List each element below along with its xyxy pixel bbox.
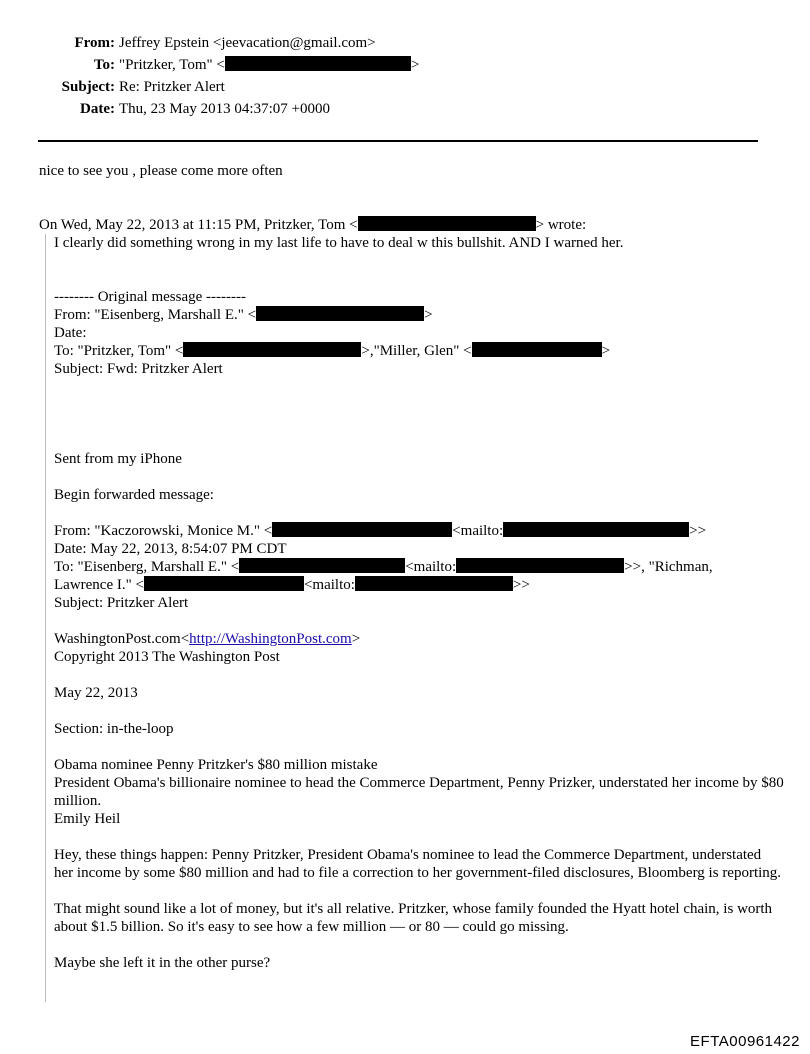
from-label: From: — [74, 35, 115, 51]
reply-text: nice to see you , please come more often — [39, 163, 283, 179]
fwd-subject: Subject: Pritzker Alert — [54, 595, 189, 611]
washingtonpost-link[interactable]: http://WashingtonPost.com — [189, 631, 352, 647]
orig-from: From: "Eisenberg, Marshall E." < > — [54, 307, 433, 323]
header-divider — [38, 140, 758, 142]
sent-from: Sent from my iPhone — [54, 451, 182, 467]
fwd-to-2: Lawrence I." < <mailto: >> — [54, 577, 530, 593]
to-value: "Pritzker, Tom" < > — [119, 57, 420, 73]
article-paragraph-1: Hey, these things happen: Penny Pritzker, President Obama's nominee to lead the Commerce Department, understated her income by some $80 million and had to file a correction to her government-filed disclosures, Bloomberg is reporting. — [54, 847, 782, 881]
redaction-bar — [358, 216, 536, 231]
email-header — [0, 32, 420, 120]
quoted-message — [45, 234, 789, 1002]
fwd-from: From: "Kaczorowski, Monice M." < <mailto: >> — [54, 523, 707, 539]
fwd-date: Date: May 22, 2013, 8:54:07 PM CDT — [54, 541, 287, 557]
redaction-bar — [144, 576, 304, 591]
redaction-bar — [239, 558, 405, 573]
redaction-bar — [183, 342, 361, 357]
wapo-source: WashingtonPost.com<http://WashingtonPost.com> — [54, 631, 361, 647]
quoted-line-1: I clearly did something wrong in my last life to have to deal w this bullshit. AND I warned her. — [54, 235, 624, 251]
article-headline: Obama nominee Penny Pritzker's $80 million mistake — [54, 757, 378, 773]
subject-row — [0, 76, 420, 98]
date-label: Date: — [80, 101, 115, 117]
article-date: May 22, 2013 — [54, 685, 138, 701]
redaction-bar — [456, 558, 624, 573]
orig-subject: Subject: Fwd: Pritzker Alert — [54, 361, 223, 377]
copyright: Copyright 2013 The Washington Post — [54, 649, 280, 665]
article-byline: Emily Heil — [54, 811, 121, 827]
redaction-bar — [272, 522, 452, 537]
date-row — [0, 98, 420, 120]
reply-body — [39, 162, 586, 234]
redaction-bar — [472, 342, 602, 357]
orig-date: Date: — [54, 325, 87, 341]
date-value: Thu, 23 May 2013 04:37:07 +0000 — [119, 101, 330, 117]
to-row — [0, 54, 420, 76]
begin-forwarded: Begin forwarded message: — [54, 487, 214, 503]
redaction-bar — [503, 522, 689, 537]
article-section: Section: in-the-loop — [54, 721, 174, 737]
subject-value: Re: Pritzker Alert — [119, 79, 225, 95]
document-id: EFTA00961422 — [690, 1033, 800, 1050]
redaction-bar — [225, 56, 411, 71]
article-paragraph-2: That might sound like a lot of money, but it's all relative. Pritzker, whose family founded the Hyatt hotel chain, is worth about $1.5 billion. So it's easy to see how a few million — or 80 — could go missing. — [54, 901, 773, 935]
to-label: To: — [93, 57, 115, 73]
redaction-bar — [355, 576, 513, 591]
quote-intro: On Wed, May 22, 2013 at 11:15 PM, Pritzker, Tom < > wrote: — [39, 217, 587, 233]
redaction-bar — [256, 306, 424, 321]
from-value: Jeffrey Epstein <jeevacation@gmail.com> — [119, 35, 376, 51]
fwd-to: To: "Eisenberg, Marshall E." < <mailto: >>, "Richman, — [54, 559, 713, 575]
article-dek: President Obama's billionaire nominee to head the Commerce Department, Penny Prizker, understated her income by $80 million. — [54, 775, 784, 809]
from-row — [0, 32, 420, 54]
article-paragraph-3: Maybe she left it in the other purse? — [54, 955, 271, 971]
original-message-header: -------- Original message -------- — [54, 289, 246, 305]
subject-label: Subject: — [61, 79, 115, 95]
orig-to: To: "Pritzker, Tom" < >,"Miller, Glen" < > — [54, 343, 611, 359]
